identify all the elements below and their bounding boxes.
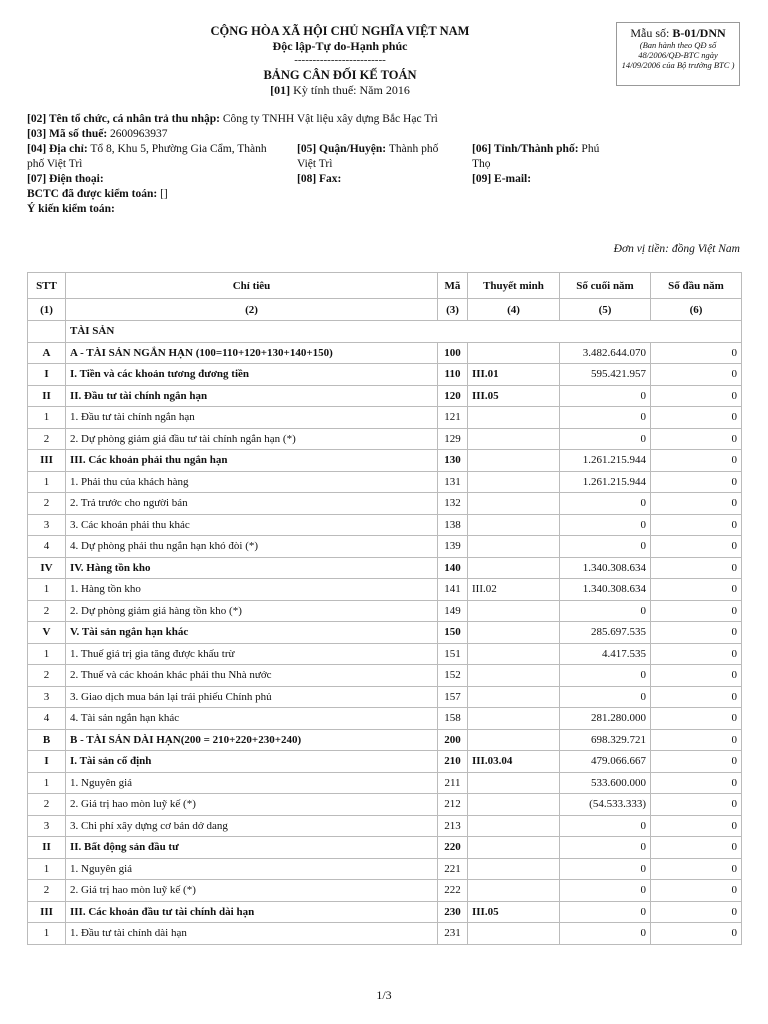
row-end-of-year: 0 [560, 385, 651, 407]
row-stt: 4 [28, 536, 66, 558]
row-end-of-year: 595.421.957 [560, 364, 651, 386]
row-code: 121 [438, 407, 468, 429]
row-note [468, 772, 560, 794]
row-indicator: 2. Giá trị hao mòn luỹ kế (*) [66, 880, 438, 902]
row-beginning-of-year: 0 [651, 858, 742, 880]
address-value-line2: phố Việt Trì [27, 158, 83, 170]
row-note [468, 837, 560, 859]
table-row [28, 557, 742, 579]
row-indicator: 3. Giao dịch mua bán lại trái phiếu Chính phủ [66, 686, 438, 708]
table-row [28, 450, 742, 472]
row-code: 210 [438, 751, 468, 773]
row-code: 212 [438, 794, 468, 816]
row-note [468, 493, 560, 515]
row-note: III.05 [468, 385, 560, 407]
row-end-of-year: 0 [560, 428, 651, 450]
row-end-of-year: 698.329.721 [560, 729, 651, 751]
row-beginning-of-year: 0 [651, 493, 742, 515]
row-indicator: B - TÀI SẢN DÀI HẠN(200 = 210+220+230+240) [66, 729, 438, 751]
row-beginning-of-year: 0 [651, 557, 742, 579]
row-code: 120 [438, 385, 468, 407]
header-beginning-of-year: Số đầu năm [651, 273, 742, 299]
row-stt: 1 [28, 407, 66, 429]
row-code: 139 [438, 536, 468, 558]
row-code: 200 [438, 729, 468, 751]
table-row [28, 686, 742, 708]
row-indicator: A - TÀI SẢN NGẮN HẠN (100=110+120+130+140+150) [66, 342, 438, 364]
row-beginning-of-year: 0 [651, 600, 742, 622]
row-end-of-year: 1.340.308.634 [560, 557, 651, 579]
row-beginning-of-year: 0 [651, 385, 742, 407]
row-beginning-of-year: 0 [651, 901, 742, 923]
header-separator: ------------------------- [294, 54, 386, 66]
row-note [468, 600, 560, 622]
table-row [28, 794, 742, 816]
table-row [28, 364, 742, 386]
row-note [468, 665, 560, 687]
row-stt: 1 [28, 772, 66, 794]
row-indicator: 1. Nguyên giá [66, 858, 438, 880]
row-end-of-year: (54.533.333) [560, 794, 651, 816]
form-code-note: (Ban hành theo QĐ số 48/2006/QĐ-BTC ngày 14/09/2006 của Bộ trưởng BTC ) [621, 40, 735, 70]
row-code: 149 [438, 600, 468, 622]
row-stt: 2 [28, 880, 66, 902]
row-beginning-of-year: 0 [651, 815, 742, 837]
row-end-of-year: 4.417.535 [560, 643, 651, 665]
row-code: 220 [438, 837, 468, 859]
province-label: [06] Tỉnh/Thành phố: [472, 143, 579, 155]
row-beginning-of-year: 0 [651, 837, 742, 859]
row-beginning-of-year: 0 [651, 342, 742, 364]
table-row [28, 600, 742, 622]
table-header-row [28, 273, 742, 299]
row-beginning-of-year: 0 [651, 579, 742, 601]
row-note [468, 622, 560, 644]
row-code: 131 [438, 471, 468, 493]
row-note [468, 428, 560, 450]
row-note [468, 708, 560, 730]
row-stt: 1 [28, 858, 66, 880]
row-code: 152 [438, 665, 468, 687]
row-indicator: 2. Trả trước cho người bán [66, 493, 438, 515]
row-end-of-year: 0 [560, 536, 651, 558]
table-row [28, 901, 742, 923]
row-code: 100 [438, 342, 468, 364]
header-code: Mã [438, 273, 468, 299]
address-value-line1: Tổ 8, Khu 5, Phường Gia Cẩm, Thành [90, 143, 267, 155]
row-indicator: 2. Thuế và các khoản khác phải thu Nhà nước [66, 665, 438, 687]
row-indicator: I. Tài sản cố định [66, 751, 438, 773]
row-stt: 2 [28, 794, 66, 816]
row-beginning-of-year: 0 [651, 450, 742, 472]
row-stt: 1 [28, 471, 66, 493]
row-end-of-year: 0 [560, 923, 651, 945]
audited-label: BCTC đã được kiểm toán: [27, 188, 158, 200]
row-code: 129 [438, 428, 468, 450]
row-stt: 4 [28, 708, 66, 730]
province-value-line1: Phú [581, 143, 600, 155]
table-row [28, 708, 742, 730]
row-indicator: 2. Dự phòng giảm giá đầu tư tài chính ngắn hạn (*) [66, 428, 438, 450]
row-beginning-of-year: 0 [651, 364, 742, 386]
row-beginning-of-year: 0 [651, 471, 742, 493]
table-row [28, 772, 742, 794]
row-end-of-year: 479.066.667 [560, 751, 651, 773]
row-code: 138 [438, 514, 468, 536]
row-code: 230 [438, 901, 468, 923]
row-indicator: III. Các khoản phải thu ngắn hạn [66, 450, 438, 472]
row-indicator: 4. Dự phòng phải thu ngắn hạn khó đòi (*) [66, 536, 438, 558]
table-row [28, 514, 742, 536]
row-code: 151 [438, 643, 468, 665]
row-stt: II [28, 385, 66, 407]
row-stt: I [28, 751, 66, 773]
table-row [28, 837, 742, 859]
tax-code-value: 2600963937 [110, 128, 168, 140]
province-value-line2: Thọ [472, 158, 491, 170]
form-code: B-01/DNN [672, 26, 726, 40]
row-code: 150 [438, 622, 468, 644]
row-stt: 1 [28, 579, 66, 601]
row-beginning-of-year: 0 [651, 536, 742, 558]
row-end-of-year: 533.600.000 [560, 772, 651, 794]
row-note [468, 815, 560, 837]
currency-unit: Đơn vị tiền: đồng Việt Nam [613, 243, 740, 255]
row-stt: 3 [28, 514, 66, 536]
table-row [28, 407, 742, 429]
audited-value: [] [160, 188, 168, 200]
row-stt: I [28, 364, 66, 386]
tax-period [150, 83, 530, 98]
row-stt: 2 [28, 665, 66, 687]
row-note [468, 407, 560, 429]
row-beginning-of-year: 0 [651, 643, 742, 665]
row-note [468, 536, 560, 558]
email-label: [09] E-mail: [472, 173, 532, 185]
row-indicator: 1. Đầu tư tài chính ngắn hạn [66, 407, 438, 429]
header-end-of-year: Số cuối năm [560, 273, 651, 299]
row-indicator: V. Tài sản ngắn hạn khác [66, 622, 438, 644]
row-end-of-year: 1.261.215.944 [560, 450, 651, 472]
table-row [28, 751, 742, 773]
row-end-of-year: 0 [560, 600, 651, 622]
row-code: 130 [438, 450, 468, 472]
table-row [28, 858, 742, 880]
row-beginning-of-year: 0 [651, 729, 742, 751]
district-value-line1: Thành phố [388, 143, 439, 155]
country-name: CỘNG HÒA XÃ HỘI CHỦ NGHĨA VIỆT NAM [210, 24, 470, 38]
column-number-row: (1) (2) (3) (4) (5) (6) [28, 299, 742, 321]
row-note [468, 450, 560, 472]
header-note: Thuyết minh [468, 273, 560, 299]
tax-period-text: Kỳ tính thuế: Năm 2016 [293, 83, 410, 97]
section-title: TÀI SẢN [66, 321, 742, 343]
audit-opinion-label: Ý kiến kiểm toán: [27, 203, 115, 215]
row-end-of-year: 285.697.535 [560, 622, 651, 644]
table-row [28, 880, 742, 902]
row-note [468, 880, 560, 902]
row-code: 231 [438, 923, 468, 945]
row-note [468, 342, 560, 364]
row-stt: 1 [28, 923, 66, 945]
row-code: 222 [438, 880, 468, 902]
row-indicator: IV. Hàng tồn kho [66, 557, 438, 579]
page-number: 1/3 [376, 988, 392, 1002]
row-code: 211 [438, 772, 468, 794]
row-code: 110 [438, 364, 468, 386]
row-beginning-of-year: 0 [651, 428, 742, 450]
row-indicator: 1. Nguyên giá [66, 772, 438, 794]
row-beginning-of-year: 0 [651, 708, 742, 730]
row-stt: 2 [28, 428, 66, 450]
row-beginning-of-year: 0 [651, 794, 742, 816]
org-name-value: Công ty TNHH Vật liệu xây dựng Bắc Hạc Trì [222, 113, 438, 125]
header-stt: STT [28, 273, 66, 299]
row-beginning-of-year: 0 [651, 880, 742, 902]
table-row [28, 342, 742, 364]
row-stt: II [28, 837, 66, 859]
org-name-label: [02] Tên tổ chức, cá nhân trả thu nhập: [27, 113, 220, 125]
row-stt: V [28, 622, 66, 644]
row-note [468, 794, 560, 816]
row-code: 140 [438, 557, 468, 579]
row-note [468, 858, 560, 880]
row-end-of-year: 1.261.215.944 [560, 471, 651, 493]
row-end-of-year: 0 [560, 514, 651, 536]
row-end-of-year: 1.340.308.634 [560, 579, 651, 601]
table-row [28, 471, 742, 493]
row-beginning-of-year: 0 [651, 407, 742, 429]
row-beginning-of-year: 0 [651, 514, 742, 536]
row-beginning-of-year: 0 [651, 751, 742, 773]
row-beginning-of-year: 0 [651, 665, 742, 687]
row-code: 132 [438, 493, 468, 515]
row-code: 213 [438, 815, 468, 837]
row-indicator: II. Đầu tư tài chính ngắn hạn [66, 385, 438, 407]
row-stt: A [28, 342, 66, 364]
row-indicator: 3. Các khoản phải thu khác [66, 514, 438, 536]
row-stt: 3 [28, 815, 66, 837]
table-row [28, 815, 742, 837]
row-stt: 2 [28, 600, 66, 622]
row-note [468, 514, 560, 536]
row-end-of-year: 0 [560, 815, 651, 837]
row-stt: III [28, 450, 66, 472]
national-motto: Độc lập-Tự do-Hạnh phúc [272, 39, 408, 53]
row-note [468, 686, 560, 708]
tax-code-label: [03] Mã số thuế: [27, 128, 108, 140]
row-indicator: 1. Hàng tồn kho [66, 579, 438, 601]
row-beginning-of-year: 0 [651, 923, 742, 945]
row-indicator: 4. Tài sản ngắn hạn khác [66, 708, 438, 730]
balance-sheet-table [27, 272, 742, 945]
table-row [28, 428, 742, 450]
table-row [28, 923, 742, 945]
row-end-of-year: 0 [560, 665, 651, 687]
row-end-of-year: 0 [560, 901, 651, 923]
row-note [468, 643, 560, 665]
row-note: III.02 [468, 579, 560, 601]
row-stt: B [28, 729, 66, 751]
address-label: [04] Địa chỉ: [27, 143, 88, 155]
table-row [28, 385, 742, 407]
row-beginning-of-year: 0 [651, 686, 742, 708]
row-end-of-year: 281.280.000 [560, 708, 651, 730]
row-end-of-year: 0 [560, 880, 651, 902]
district-label: [05] Quận/Huyện: [297, 143, 387, 155]
table-row [28, 622, 742, 644]
row-stt: III [28, 901, 66, 923]
header-indicator: Chỉ tiêu [66, 273, 438, 299]
row-beginning-of-year: 0 [651, 622, 742, 644]
table-row [28, 493, 742, 515]
row-note: III.05 [468, 901, 560, 923]
table-row [28, 665, 742, 687]
row-code: 221 [438, 858, 468, 880]
table-row [28, 643, 742, 665]
row-note [468, 471, 560, 493]
row-indicator: III. Các khoản đầu tư tài chính dài hạn [66, 901, 438, 923]
row-beginning-of-year: 0 [651, 772, 742, 794]
row-end-of-year: 3.482.644.070 [560, 342, 651, 364]
tax-period-label: [01] [270, 83, 291, 97]
row-end-of-year: 0 [560, 858, 651, 880]
table-row [28, 579, 742, 601]
form-code-prefix: Mẫu số: [630, 26, 673, 40]
row-indicator: I. Tiền và các khoản tương đương tiền [66, 364, 438, 386]
row-stt: 3 [28, 686, 66, 708]
row-indicator: 1. Thuế giá trị gia tăng được khấu trừ [66, 643, 438, 665]
row-code: 157 [438, 686, 468, 708]
row-stt: IV [28, 557, 66, 579]
row-indicator: 3. Chi phí xây dựng cơ bản dở dang [66, 815, 438, 837]
district-value-line2: Việt Trì [297, 158, 333, 170]
row-note: III.01 [468, 364, 560, 386]
document-title: BẢNG CÂN ĐỐI KẾ TOÁN [263, 68, 417, 82]
form-code-box [616, 22, 740, 86]
row-note: III.03.04 [468, 751, 560, 773]
row-indicator: 2. Dự phòng giảm giá hàng tồn kho (*) [66, 600, 438, 622]
organization-info [27, 112, 747, 217]
row-end-of-year: 0 [560, 686, 651, 708]
row-code: 141 [438, 579, 468, 601]
row-indicator: II. Bất động sản đầu tư [66, 837, 438, 859]
table-row [28, 729, 742, 751]
row-stt: 1 [28, 643, 66, 665]
row-end-of-year: 0 [560, 837, 651, 859]
table-row [28, 536, 742, 558]
row-note [468, 923, 560, 945]
document-header [150, 24, 530, 98]
row-note [468, 557, 560, 579]
row-code: 158 [438, 708, 468, 730]
section-row [28, 321, 742, 343]
phone-label: [07] Điện thoại: [27, 173, 104, 185]
row-end-of-year: 0 [560, 493, 651, 515]
row-indicator: 1. Phải thu của khách hàng [66, 471, 438, 493]
row-indicator: 1. Đầu tư tài chính dài hạn [66, 923, 438, 945]
row-end-of-year: 0 [560, 407, 651, 429]
row-stt: 2 [28, 493, 66, 515]
row-indicator: 2. Giá trị hao mòn luỹ kế (*) [66, 794, 438, 816]
fax-label: [08] Fax: [297, 173, 342, 185]
row-note [468, 729, 560, 751]
